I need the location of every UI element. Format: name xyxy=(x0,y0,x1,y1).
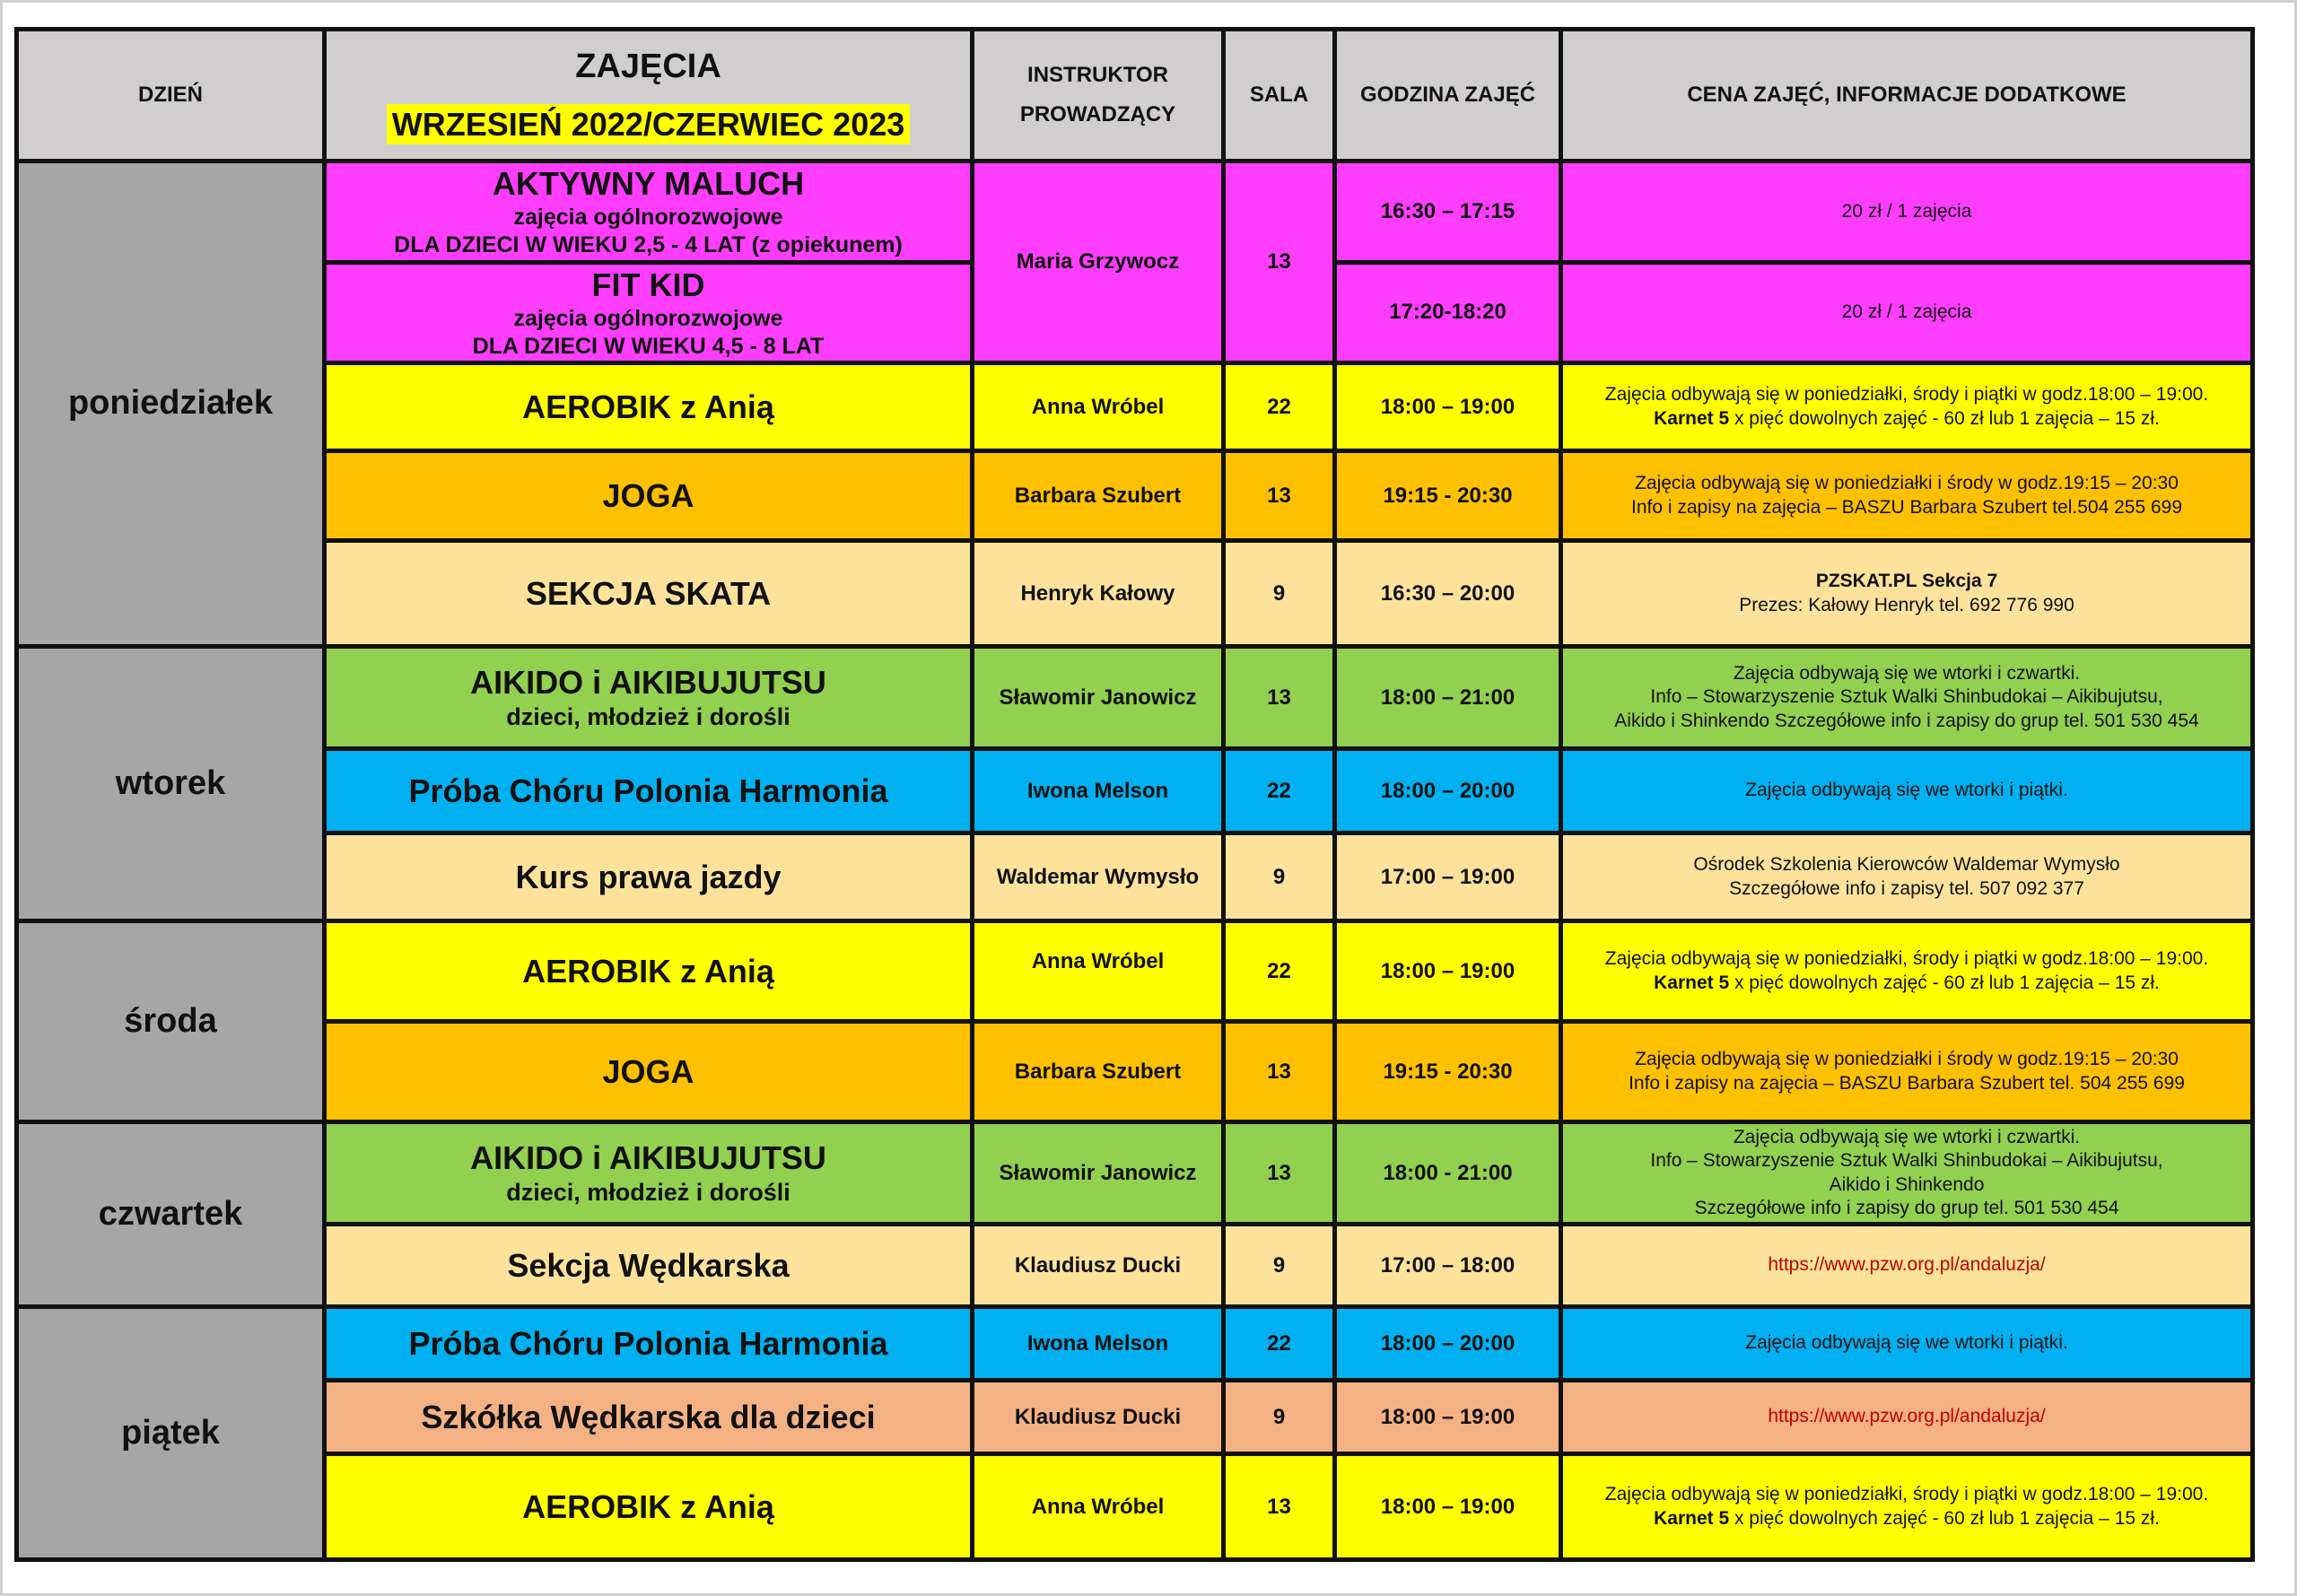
class-cell xyxy=(325,921,973,1022)
room-number: 13 xyxy=(1267,483,1291,508)
class-info: Zajęcia odbywają się w poniedziałki, środy i piątki w godz.18:00 – 19:00. xyxy=(1604,948,2209,970)
class-cell xyxy=(325,833,973,921)
class-info: Szczegółowe info i zapisy tel. 507 092 377 xyxy=(1729,877,2084,899)
table-row xyxy=(17,921,2253,1022)
day-label: piątek xyxy=(121,1413,220,1452)
header-period: WRZESIEŃ 2022/CZERWIEC 2023 xyxy=(387,104,911,144)
instructor-cell xyxy=(973,1381,1224,1454)
table-row xyxy=(17,833,2253,921)
table-row xyxy=(17,1307,2253,1381)
table-row xyxy=(17,1122,2253,1225)
class-info: Info i zapisy na zajęcia – BASZU Barbara Szubert tel. 504 255 699 xyxy=(1629,1072,2185,1094)
info-cell xyxy=(1561,833,2253,921)
class-cell xyxy=(325,749,973,833)
class-info: Szczegółowe info i zapisy do grup tel. 501 530 454 xyxy=(1694,1197,2119,1218)
room-number: 22 xyxy=(1267,1330,1291,1356)
class-cell xyxy=(325,451,973,541)
class-info: Zajęcia odbywają się we wtorki i piątki. xyxy=(1745,1332,2068,1354)
room-cell xyxy=(1224,1454,1335,1560)
info-cell xyxy=(1561,541,2253,647)
room-number: 22 xyxy=(1267,958,1291,983)
class-info: 20 zł / 1 zajęcia xyxy=(1841,200,1972,222)
class-info: x pięć dowolnych zajęć - 60 zł lub 1 zajęcia – 15 zł. xyxy=(1729,407,2160,429)
class-time: 17:00 – 18:00 xyxy=(1380,1252,1515,1278)
instructor-cell xyxy=(973,363,1224,451)
class-cell xyxy=(325,647,973,749)
header-instructor-line1: INSTRUKTOR xyxy=(1027,63,1168,87)
instructor-cell xyxy=(973,1122,1224,1225)
instructor-cell xyxy=(973,1454,1224,1560)
class-time: 18:00 – 19:00 xyxy=(1380,1494,1515,1519)
time-cell xyxy=(1335,1225,1561,1307)
room-number: 13 xyxy=(1267,249,1291,274)
header-classes xyxy=(325,30,973,161)
info-cell xyxy=(1561,262,2253,363)
class-time: 18:00 – 21:00 xyxy=(1380,685,1515,710)
info-cell xyxy=(1561,749,2253,833)
time-cell xyxy=(1335,161,1561,263)
instructor-name: Barbara Szubert xyxy=(1014,1059,1182,1084)
class-info: Aikido i Shinkendo xyxy=(1829,1173,1985,1195)
header-instructor-line2: PROWADZĄCY xyxy=(1019,102,1176,126)
day-cell-tuesday xyxy=(17,647,325,921)
time-cell xyxy=(1335,363,1561,451)
table-row xyxy=(17,1225,2253,1307)
table-row xyxy=(17,451,2253,541)
class-name: Próba Chóru Polonia Harmonia xyxy=(408,772,888,809)
instructor-cell xyxy=(973,1022,1224,1122)
header-instructor xyxy=(973,30,1224,161)
class-name: AEROBIK z Anią xyxy=(522,388,774,425)
class-time: 18:00 – 20:00 xyxy=(1380,1330,1515,1356)
table-row xyxy=(17,1381,2253,1454)
instructor-cell xyxy=(973,749,1224,833)
room-cell xyxy=(1224,541,1335,647)
room-cell xyxy=(1224,161,1335,363)
instructor-name: Sławomir Janowicz xyxy=(999,1160,1197,1185)
day-cell-thursday xyxy=(17,1122,325,1307)
class-cell xyxy=(325,541,973,647)
class-info: x pięć dowolnych zajęć - 60 zł lub 1 zajęcia – 15 zł. xyxy=(1729,972,2160,993)
class-time: 19:15 - 20:30 xyxy=(1383,1059,1513,1084)
room-number: 9 xyxy=(1272,864,1286,889)
class-cell xyxy=(325,161,973,263)
class-time: 16:30 – 20:00 xyxy=(1380,580,1515,606)
info-cell xyxy=(1561,451,2253,541)
schedule-table xyxy=(14,27,2255,1562)
class-name: JOGA xyxy=(602,1053,694,1090)
class-info: Info – Stowarzyszenie Sztuk Walki Shinbudokai – Aikibujutsu, xyxy=(1650,1150,2163,1172)
time-cell xyxy=(1335,1381,1561,1454)
time-cell xyxy=(1335,1022,1561,1122)
instructor-name: Iwona Melson xyxy=(1026,1330,1169,1356)
instructor-name: Anna Wróbel xyxy=(1031,949,1165,973)
room-number: 13 xyxy=(1267,1160,1291,1185)
class-info: x pięć dowolnych zajęć - 60 zł lub 1 zajęcia – 15 zł. xyxy=(1729,1507,2160,1529)
table-row xyxy=(17,541,2253,647)
table-row xyxy=(17,161,2253,263)
info-cell xyxy=(1561,1381,2253,1454)
instructor-name: Maria Grzywocz xyxy=(1016,249,1180,274)
table-row xyxy=(17,647,2253,749)
instructor-cell xyxy=(973,541,1224,647)
instructor-name: Sławomir Janowicz xyxy=(999,685,1197,710)
class-time: 18:00 – 19:00 xyxy=(1380,1404,1515,1429)
table-row xyxy=(17,1022,2253,1122)
time-cell xyxy=(1335,262,1561,363)
class-info: Zajęcia odbywają się w poniedziałki, środy i piątki w godz.18:00 – 19:00. xyxy=(1604,1484,2209,1505)
class-cell xyxy=(325,363,973,451)
class-subtitle: zajęcia ogólnorozwojowe xyxy=(513,205,783,230)
instructor-cell xyxy=(973,647,1224,749)
class-info: 20 zł / 1 zajęcia xyxy=(1841,301,1972,323)
class-name: AEROBIK z Anią xyxy=(522,1488,774,1525)
room-number: 22 xyxy=(1267,778,1291,803)
time-cell xyxy=(1335,1122,1561,1225)
room-number: 9 xyxy=(1272,1404,1286,1429)
instructor-name: Anna Wróbel xyxy=(1031,1494,1165,1519)
time-cell xyxy=(1335,541,1561,647)
class-info: Zajęcia odbywają się we wtorki i czwartki. xyxy=(1733,663,2081,685)
room-cell xyxy=(1224,921,1335,1022)
header-room xyxy=(1224,30,1335,161)
instructor-cell xyxy=(973,161,1224,363)
header-day-label: DZIEŃ xyxy=(138,83,203,107)
class-time: 18:00 – 20:00 xyxy=(1380,778,1515,803)
class-time: 16:30 – 17:15 xyxy=(1380,198,1515,223)
class-time: 19:15 - 20:30 xyxy=(1383,483,1513,508)
info-cell xyxy=(1561,1307,2253,1381)
room-cell xyxy=(1224,1022,1335,1122)
class-info: Info – Stowarzyszenie Sztuk Walki Shinbudokai – Aikibujutsu, xyxy=(1650,686,2163,708)
class-time: 18:00 - 21:00 xyxy=(1383,1160,1513,1185)
pzw-link[interactable]: https://www.pzw.org.pl/andaluzja/ xyxy=(1768,1254,2046,1276)
class-time: 17:00 – 19:00 xyxy=(1380,864,1515,889)
class-subtitle: zajęcia ogólnorozwojowe xyxy=(513,305,783,331)
instructor-cell xyxy=(973,1307,1224,1381)
class-cell xyxy=(325,1022,973,1122)
instructor-name: Anna Wróbel xyxy=(1031,394,1165,419)
class-name: Szkółka Wędkarska dla dzieci xyxy=(421,1399,876,1435)
class-subtitle: dzieci, młodzież i dorośli xyxy=(506,703,790,731)
room-cell xyxy=(1224,1307,1335,1381)
table-row xyxy=(17,363,2253,451)
instructor-cell xyxy=(973,833,1224,921)
class-info: Zajęcia odbywają się w poniedziałki i środy w godz.19:15 – 20:30 xyxy=(1635,473,2179,494)
info-cell xyxy=(1561,921,2253,1022)
class-subtitle: dzieci, młodzież i dorośli xyxy=(506,1179,790,1207)
header-day xyxy=(17,30,325,161)
class-cell xyxy=(325,1381,973,1454)
info-cell xyxy=(1561,161,2253,263)
header-classes-label: ZAJĘCIA xyxy=(575,47,721,85)
room-number: 9 xyxy=(1272,1252,1286,1278)
header-price xyxy=(1561,30,2253,161)
day-label: wtorek xyxy=(115,763,226,802)
instructor-name: Waldemar Wymysło xyxy=(996,864,1200,889)
class-name: AEROBIK z Anią xyxy=(522,953,774,990)
info-cell xyxy=(1561,1022,2253,1122)
class-name: AIKIDO i AIKIBUJUTSU xyxy=(470,664,826,702)
header-hours xyxy=(1335,30,1561,161)
class-name: JOGA xyxy=(602,477,694,514)
class-cell xyxy=(325,1307,973,1381)
day-label: środa xyxy=(124,1001,217,1040)
class-info: Zajęcia odbywają się we wtorki i czwartki. xyxy=(1733,1127,2081,1147)
instructor-name: Iwona Melson xyxy=(1026,778,1169,803)
instructor-name: Henryk Kałowy xyxy=(1020,580,1175,606)
header-row xyxy=(17,30,2253,161)
instructor-cell xyxy=(973,451,1224,541)
class-info: Info i zapisy na zajęcia – BASZU Barbara Szubert tel.504 255 699 xyxy=(1630,496,2183,518)
room-cell xyxy=(1224,749,1335,833)
info-cell xyxy=(1561,1454,2253,1560)
room-cell xyxy=(1224,363,1335,451)
room-cell xyxy=(1224,1122,1335,1225)
class-info: Zajęcia odbywają się we wtorki i piątki. xyxy=(1745,780,2068,801)
class-info: Zajęcia odbywają się w poniedziałki i środy w godz.19:15 – 20:30 xyxy=(1635,1049,2179,1070)
class-info: PZSKAT.PL Sekcja 7 xyxy=(1815,571,1998,592)
table-row xyxy=(17,749,2253,833)
day-cell-monday xyxy=(17,161,325,647)
room-cell xyxy=(1224,1381,1335,1454)
pzw-link[interactable]: https://www.pzw.org.pl/andaluzja/ xyxy=(1768,1406,2046,1427)
class-cell xyxy=(325,1225,973,1307)
class-name: FIT KID xyxy=(591,266,705,303)
instructor-name: Klaudiusz Ducki xyxy=(1014,1252,1182,1278)
room-number: 13 xyxy=(1267,1494,1291,1519)
class-time: 18:00 – 19:00 xyxy=(1380,394,1515,419)
class-info: Zajęcia odbywają się w poniedziałki, środy i piątki w godz.18:00 – 19:00. xyxy=(1604,384,2209,406)
info-cell xyxy=(1561,1122,2253,1225)
room-cell xyxy=(1224,833,1335,921)
header-hours-label: GODZINA ZAJĘĆ xyxy=(1359,83,1536,107)
room-number: 13 xyxy=(1267,685,1291,710)
header-room-label: SALA xyxy=(1249,83,1309,107)
room-number: 13 xyxy=(1267,1059,1291,1084)
instructor-name: Klaudiusz Ducki xyxy=(1014,1404,1182,1429)
pass-label: Karnet 5 xyxy=(1654,1507,1730,1529)
pass-label: Karnet 5 xyxy=(1654,407,1730,429)
time-cell xyxy=(1335,451,1561,541)
class-name: Kurs prawa jazdy xyxy=(515,859,782,895)
class-info: Prezes: Kałowy Henryk tel. 692 776 990 xyxy=(1739,594,2074,615)
room-cell xyxy=(1224,1225,1335,1307)
header-price-label: CENA ZAJĘĆ, INFORMACJE DODATKOWE xyxy=(1687,83,2127,107)
time-cell xyxy=(1335,749,1561,833)
class-cell xyxy=(325,1454,973,1560)
class-subtitle: DLA DZIECI W WIEKU 4,5 - 8 LAT xyxy=(472,333,825,359)
info-cell xyxy=(1561,363,2253,451)
table-row xyxy=(17,1454,2253,1560)
time-cell xyxy=(1335,1307,1561,1381)
info-cell xyxy=(1561,647,2253,749)
instructor-name: Barbara Szubert xyxy=(1014,483,1182,508)
instructor-cell xyxy=(973,921,1224,1022)
class-name: AKTYWNY MALUCH xyxy=(492,165,805,202)
room-cell xyxy=(1224,647,1335,749)
time-cell xyxy=(1335,1454,1561,1560)
day-label: poniedziałek xyxy=(67,384,274,423)
class-name: Próba Chóru Polonia Harmonia xyxy=(408,1325,888,1362)
time-cell xyxy=(1335,921,1561,1022)
time-cell xyxy=(1335,647,1561,749)
class-subtitle: DLA DZIECI W WIEKU 2,5 - 4 LAT (z opiekunem) xyxy=(394,232,903,258)
instructor-cell xyxy=(973,1225,1224,1307)
info-cell xyxy=(1561,1225,2253,1307)
pass-label: Karnet 5 xyxy=(1654,972,1730,993)
class-name: SEKCJA SKATA xyxy=(525,575,772,612)
class-time: 18:00 – 19:00 xyxy=(1380,958,1515,983)
room-number: 9 xyxy=(1272,580,1286,606)
class-cell xyxy=(325,1122,973,1225)
time-cell xyxy=(1335,833,1561,921)
class-time: 17:20-18:20 xyxy=(1389,300,1507,325)
class-name: AIKIDO i AIKIBUJUTSU xyxy=(470,1139,826,1177)
room-number: 22 xyxy=(1267,394,1291,419)
class-info: Ośrodek Szkolenia Kierowców Waldemar Wymysło xyxy=(1693,854,2120,876)
class-name: Sekcja Wędkarska xyxy=(507,1247,790,1284)
day-cell-wednesday xyxy=(17,921,325,1122)
day-cell-friday xyxy=(17,1307,325,1560)
room-cell xyxy=(1224,451,1335,541)
class-info: Aikido i Shinkendo Szczegółowe info i zapisy do grup tel. 501 530 454 xyxy=(1614,710,2199,731)
day-label: czwartek xyxy=(98,1194,243,1233)
class-cell xyxy=(325,262,973,363)
